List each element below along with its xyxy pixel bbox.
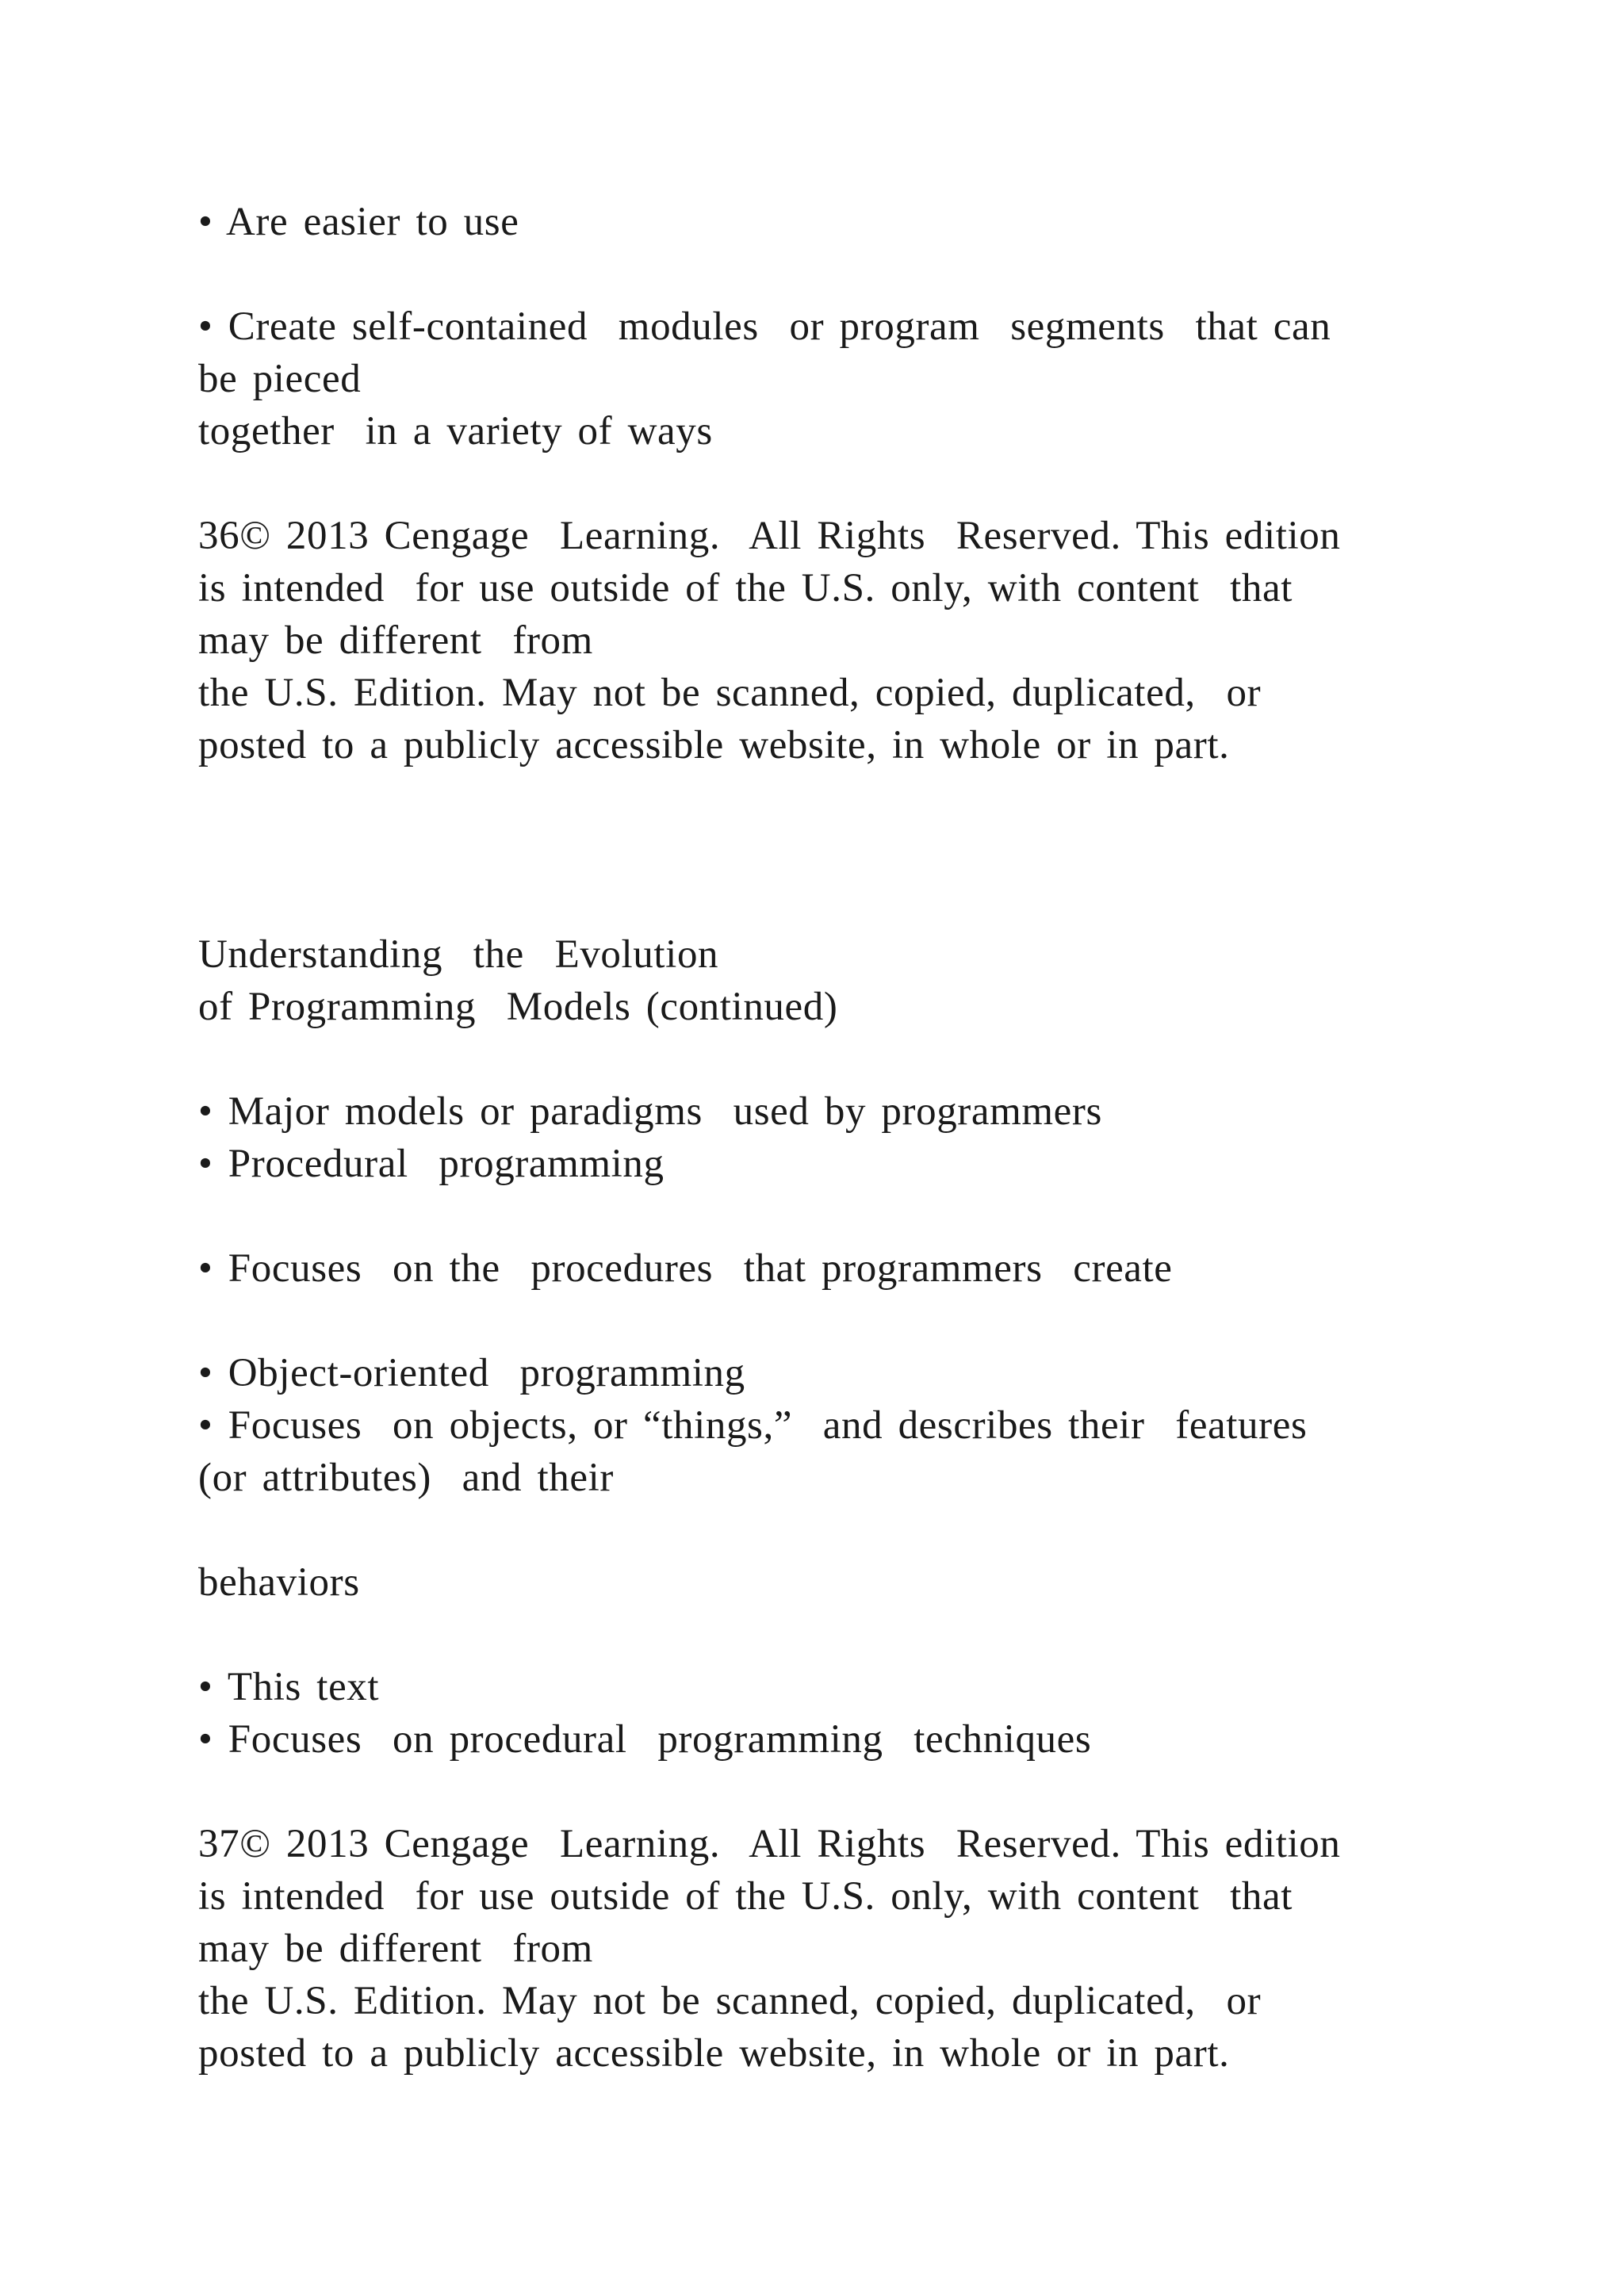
bullet-focuses-objects: • Focuses on objects, or “things,” and describes their features bbox=[198, 1403, 1308, 1448]
copyright-footer-37: posted to a publicly accessible website, in whole or in part. bbox=[198, 2031, 1230, 2076]
copyright-footer-36: the U.S. Edition. May not be scanned, copied, duplicated, or bbox=[198, 671, 1262, 715]
bullet-focuses-procedures: • Focuses on the procedures that programmers create bbox=[198, 1246, 1173, 1291]
bullet-self-contained-modules-cont: together in a variety of ways bbox=[198, 409, 713, 453]
bullet-focuses-objects-cont: (or attributes) and their bbox=[198, 1456, 614, 1500]
behaviors-text: behaviors bbox=[198, 1560, 360, 1605]
copyright-footer-37: the U.S. Edition. May not be scanned, copied, duplicated, or bbox=[198, 1979, 1262, 2023]
section-heading: Understanding the Evolution bbox=[198, 932, 719, 977]
copyright-footer-37: 37© 2013 Cengage Learning. All Rights Reserved. This edition bbox=[198, 1822, 1341, 1866]
bullet-self-contained-modules: • Create self-contained modules or program segments that can bbox=[198, 304, 1331, 349]
copyright-footer-36: is intended for use outside of the U.S. only, with content that bbox=[198, 566, 1293, 610]
copyright-footer-36: may be different from bbox=[198, 618, 593, 663]
bullet-easier-to-use: • Are easier to use bbox=[198, 200, 519, 244]
copyright-footer-36: posted to a publicly accessible website, in whole or in part. bbox=[198, 723, 1230, 767]
bullet-focuses-techniques: • Focuses on procedural programming techniques bbox=[198, 1717, 1092, 1762]
copyright-footer-36: 36© 2013 Cengage Learning. All Rights Reserved. This edition bbox=[198, 514, 1341, 558]
bullet-this-text: • This text bbox=[198, 1665, 380, 1709]
bullet-procedural-programming: • Procedural programming bbox=[198, 1142, 665, 1186]
bullet-major-models: • Major models or paradigms used by programmers bbox=[198, 1089, 1102, 1134]
bullet-object-oriented: • Object-oriented programming bbox=[198, 1351, 745, 1395]
copyright-footer-37: is intended for use outside of the U.S. only, with content that bbox=[198, 1874, 1293, 1919]
copyright-footer-37: may be different from bbox=[198, 1927, 593, 1971]
section-heading: of Programming Models (continued) bbox=[198, 985, 838, 1029]
bullet-self-contained-modules-cont: be pieced bbox=[198, 357, 362, 401]
